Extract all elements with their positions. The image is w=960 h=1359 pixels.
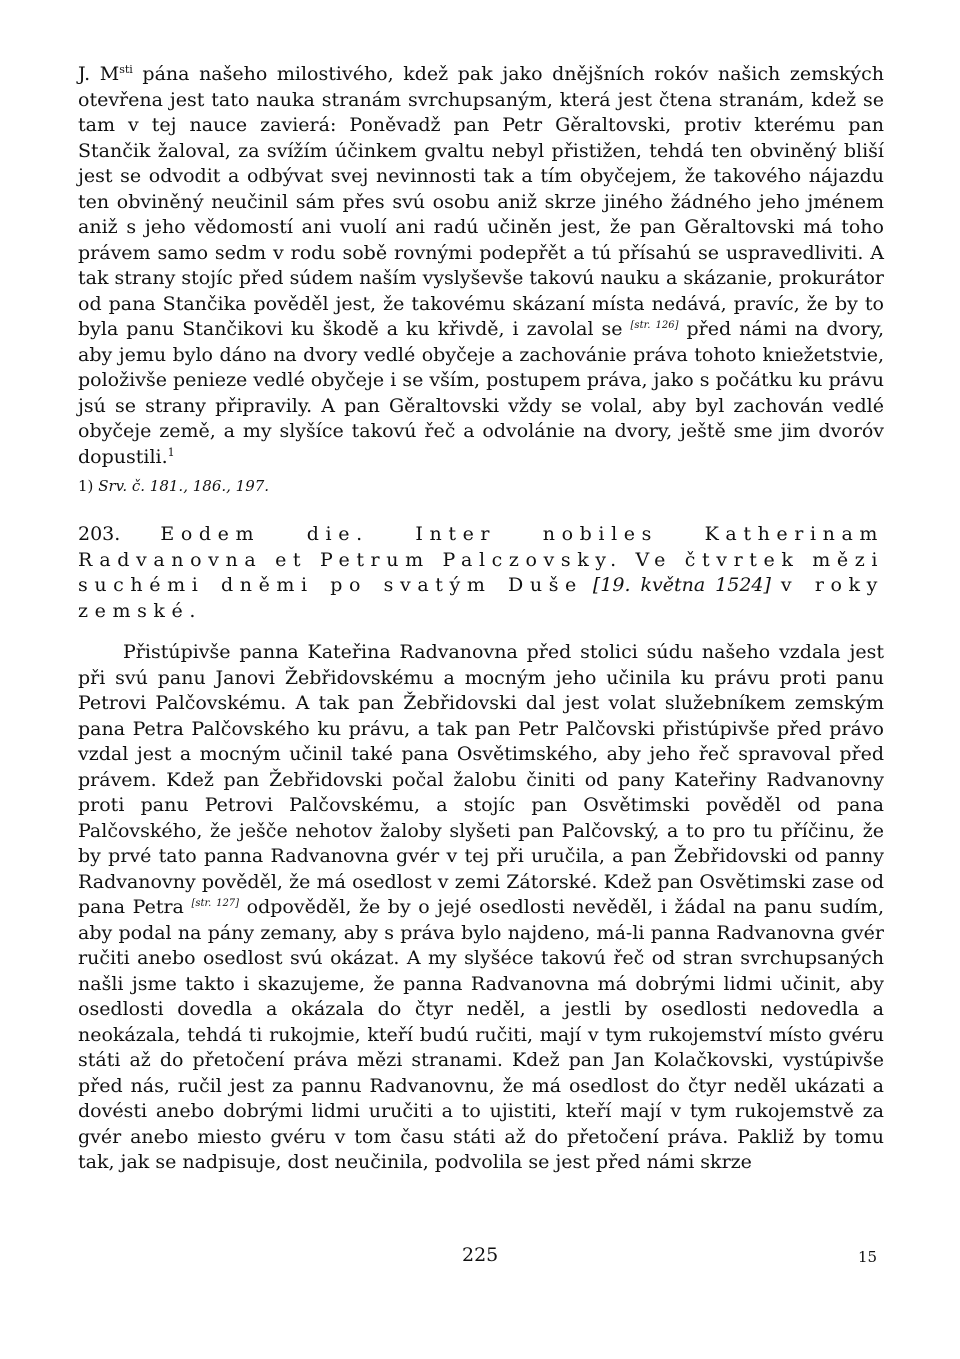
- footnote-text: Srv. č. 181., 186., 197.: [98, 477, 270, 495]
- page-number: 225: [462, 1244, 499, 1266]
- footnote-mark: 1: [167, 445, 175, 459]
- signature-mark: 15: [858, 1248, 878, 1266]
- body-text-continued: odpověděl, že by o jejé osedlosti nevěděl, i žádal na panu sudím, aby podal na pány zemany, aby s práva bylo najdeno, má-li panna Radvanovna gvér ručiti anebo osedlost svú okázat. A my slyšéce takovú řeč od stran svrchupsaných našli jsme takto i skazujeme, že panna Radvanovna má dobrými lidmi učinit, aby osedlosti dovedla a okázala do čtyr neděl, a jestli by osedlosti nedovedla a neokázala, tehdá ti rukojmie, kteří budú ručiti, mají v tym rukojemství místo gvéru státi až do přetočení práva mězi stranami. Kdež pan Jan Kolačkovski, vystúpivše před nás, ručil jest za pannu Radvanovnu, že má osedlost do čtyr neděl ukázati a dovésti anebo dobrými lidmi uručiti a to ujistiti, kteří mají v tym rukojemstvě za gvér anebo miesto gvéru v tom času státi až do přetočení práva. Pakliž by tomu tak, jak se nadpisuje, dost neučinila, podvolila se jest před námi skrze: [78, 896, 884, 1173]
- entry-date: [19. května 1524]: [592, 574, 771, 596]
- page-reference: [str. 126]: [630, 320, 679, 331]
- footnote: [78, 476, 884, 496]
- page-reference: [str. 127]: [191, 898, 240, 909]
- body-text: Přistúpivše panna Kateřina Radvanovna před stolici súdu našeho vzdala jest při svú panu Janovi Žebřidovskému a mocným jeho učinila ku právu proti panu Petrovi Palčovskému. A tak pan Žebřidovski dal jest volat služebníkem zemským pana Petra Palčovského ku právu, a tak pan Petr Palčovski přistúpivše před právo vzdal jest a mocným učinil také pana Osvětimského, aby jeho řeč spravoval před právem. Kdež pan Žebřidovski počal žalobu činiti od pany Kateřiny Radvanovny proti panu Petrovi Palčovskému, a stojíc pan Osvětimski pověděl od pana Palčovského, že ješče nehotov žaloby slyšeti pan Palčovský, a to pro tu příčinu, že by prvé tato panna Radvanovna gvér v tej při uručila, a pan Žebřidovski od panny Radvanovny pověděl, že má osedlost v zemi Zátorské. Kdež pan Osvětimski zase od pana Petra: [78, 641, 884, 918]
- superscript-abbrev: sti: [119, 63, 133, 76]
- document-page: [78, 62, 884, 1176]
- paragraph-text: pána našeho milostivého, kdež pak jako dnějšních rokóv našich zemských otevřena jest tato nauka stranám svrchupsaným, která jest čtena stranám, kdež se tam v tej nauce zavierá: Poněvadž pan Petr Gěraltovski, protiv kterému pan Stančik žaloval, za svížím účinkem gvaltu nebyl přistižen, tehdá ten obviněný bliší jest se odvodit a odbývat svej nevinnosti tak a tím obyčejem, že takového nájazdu ten obviněný neučinil sám přes svú osobu aniž skrze jiného žádného jeho jménem aniž s jeho vědomostí ani vuolí ani radú učiněn jest, že pan Gěraltovski má toho právem samo sedm v rodu sobě rovnými podepřět a tú přísahú se uspravedliviti. A tak strany stojíc před súdem naším vyslyševše takovú nauku a skázanie, prokurátor od pana Stančika pověděl jest, že takovému skázaní místa nedává, pravíc, že by to byla panu Stančikovi ku škodě a ku křivdě, i zavolal se: [78, 63, 884, 340]
- entry-number: 203.: [78, 523, 121, 545]
- paragraph-text-continued: před námi na dvory, aby jemu bylo dáno na dvory vedlé obyčeje a zachovánie práva tohoto kniežetstvie, položivše penieze vedlé obyčeje i se vším, postupem práva, jako s počátku ku právu jsú se strany připravily. A pan Gěraltovski vždy se volal, aby byl zachován vedlé obyčeje země, a my slyšíce takovú řeč a odvolánie na dvory, ještě sme jim dvoróv dopustili.: [78, 318, 884, 468]
- entry-body: [78, 640, 884, 1176]
- entry-heading-text: Eodem die. Inter nobiles Katherinam Radvanovna et Petrum Palczovsky. Ve čtvrtek mězi suchémi dněmi po svatým Duše: [78, 523, 884, 596]
- footnote-number: 1): [78, 477, 94, 495]
- entry-heading-tail: v roky zemské.: [78, 574, 884, 622]
- paragraph-start: J. M: [78, 63, 120, 85]
- entry-heading: [78, 522, 884, 624]
- continued-paragraph: [78, 62, 884, 470]
